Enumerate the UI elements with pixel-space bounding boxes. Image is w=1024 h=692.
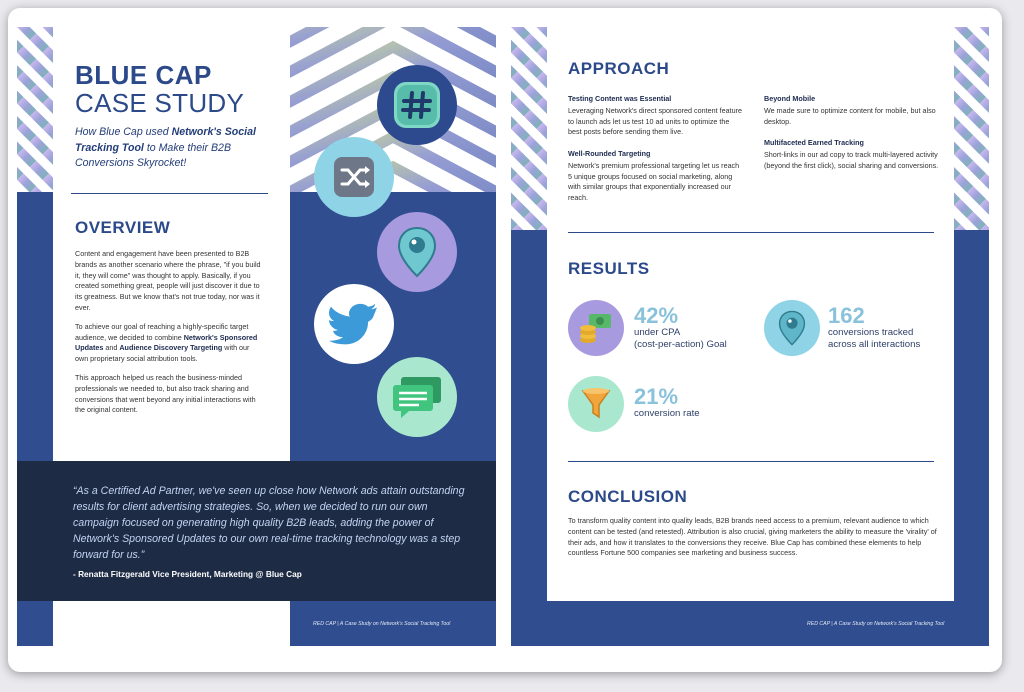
diagonal-stripe-pattern-right — [954, 27, 989, 230]
approach-item-text: Leveraging Network's direct sponsored content feature to launch ads let us test 10 ad units to optimize the best posts before sending them live. — [568, 105, 742, 137]
paragraph-text: with our own proprietary social attribution tools. — [75, 343, 250, 364]
stat-value: 21% — [634, 384, 679, 409]
conclusion-heading: CONCLUSION — [568, 487, 688, 506]
divider-rule — [71, 193, 268, 194]
page-2-footer: RED CAP | A Case Study on Network's Social Tracking Tool — [807, 621, 945, 627]
page-2 — [511, 27, 989, 646]
approach-item-4 — [764, 138, 939, 171]
hashtag-circle — [377, 65, 457, 145]
money-stack-icon — [579, 312, 613, 344]
testimonial-quote: “As a Certified Ad Partner, we've seen up close how Network ads attain outstanding results for client advertising strategies. So, when we decided to run our own campaign focused on generating high quality B2B leads, adding the power of Network's Sponsored Updates to our own real-time tracking technology was a step forward for us.” — [73, 485, 465, 561]
case-study-title: BLUE CAP — [75, 60, 212, 90]
sponsored-updates-highlight: Network's Sponsored Updates — [75, 332, 258, 353]
conclusion-body: To transform quality content into quality leads, B2B brands need access to a premium, relevant audience to which content can be tested (and retested). Attribution is also crucial, giving marketers the ability to measure the 'virality' of their ads, and how it translates to the conversions they receive. Blue Cap has combined these elements to help countless Fortune 500 companies see marketing and business success. — [568, 516, 937, 558]
testimonial-author: - Renatta Fitzgerald Vice President, Marketing @ Blue Cap — [73, 569, 302, 579]
divider-rule — [568, 232, 934, 233]
intro-text: How Blue Cap used — [75, 126, 172, 138]
stat-label-line-1: conversion rate — [634, 408, 700, 419]
diagonal-stripe-pattern — [17, 27, 53, 192]
approach-item-title: Well-Rounded Targeting — [568, 149, 651, 158]
diagonal-stripe-pattern-left — [511, 27, 547, 230]
stat-cpa — [634, 305, 727, 350]
shuffle-circle — [314, 137, 394, 217]
approach-item-text: We made sure to optimize content for mobile, but also desktop. — [764, 105, 936, 126]
stat-value: 162 — [828, 303, 865, 328]
overview-body — [75, 249, 262, 416]
twitter-bird-icon — [329, 303, 379, 345]
page-1-footer: RED CAP | A Case Study on Network's Social Tracking Tool — [313, 621, 451, 627]
stat-label-line-1: conversions tracked — [828, 327, 914, 338]
approach-item-title: Multifaceted Earned Tracking — [764, 138, 864, 147]
testimonial-block — [17, 461, 496, 601]
approach-item-2 — [568, 149, 743, 204]
approach-item-text: Network's premium professional targeting let us reach 5 unique groups focused on social marketing, along with similar groups that exponentially increased our reach. — [568, 160, 740, 203]
content-card — [547, 27, 954, 601]
stat-icon-circle — [764, 300, 820, 356]
overview-heading: OVERVIEW — [75, 218, 171, 237]
stat-value: 42% — [634, 303, 679, 328]
overview-paragraph-2 — [75, 322, 262, 365]
location-pin-icon — [778, 310, 806, 346]
shuffle-icon — [332, 155, 376, 199]
approach-item-title: Beyond Mobile — [764, 94, 816, 103]
footer-white-strip — [53, 601, 290, 646]
stat-icon-circle — [568, 376, 624, 432]
approach-item-title: Testing Content was Essential — [568, 94, 672, 103]
chat-circle — [377, 357, 457, 437]
hashtag-icon — [391, 79, 443, 131]
location-pin-icon — [397, 226, 437, 278]
paragraph-text: and — [103, 343, 120, 353]
overview-paragraph-1: Content and engagement have been presented to B2B brands as another scenario where the phrase, "if you build it, they will come" was thought to apply. Basically, if you created something great, people will just discover it due to its greatness. But we know that's not true today, nor was it ever. — [75, 249, 261, 312]
intro-highlight: Network's Social Tracking Tool — [75, 126, 256, 154]
results-heading: RESULTS — [568, 259, 650, 278]
stat-conversions — [828, 305, 920, 350]
funnel-icon — [581, 387, 611, 421]
audience-targeting-highlight: Audience Discovery Targeting — [119, 343, 223, 353]
overview-paragraph-3: This approach helped us reach the business-minded professionals we needed to, but also track sharing and conversions that went beyond any initial interactions with the original content. — [75, 372, 256, 415]
stat-icon-circle — [568, 300, 624, 356]
stat-conversion-rate — [634, 386, 700, 420]
approach-item-3 — [764, 94, 939, 127]
content-card — [53, 27, 290, 461]
intro-tagline — [75, 125, 265, 172]
chat-bubbles-icon — [391, 375, 443, 419]
paragraph-text: To achieve our goal of reaching a highly-specific target audience, we decided to combine — [75, 321, 249, 342]
page-1 — [17, 27, 496, 646]
stat-label-line-2: (cost-per-action) Goal — [634, 338, 727, 350]
stat-label-line-1: under CPA — [634, 327, 681, 338]
approach-item-text: Short-links in our ad copy to track multi-layered activity (beyond the first click), social sharing and conversions. — [764, 149, 939, 170]
case-study-subtitle: CASE STUDY — [75, 88, 245, 118]
stat-label-line-2: across all interactions — [828, 338, 921, 350]
approach-heading: APPROACH — [568, 59, 670, 78]
twitter-circle — [314, 284, 394, 364]
approach-item-1 — [568, 94, 743, 138]
divider-rule — [568, 461, 934, 462]
intro-text-end: to Make their B2B Conversions Skyrocket! — [75, 141, 232, 169]
location-circle — [377, 212, 457, 292]
